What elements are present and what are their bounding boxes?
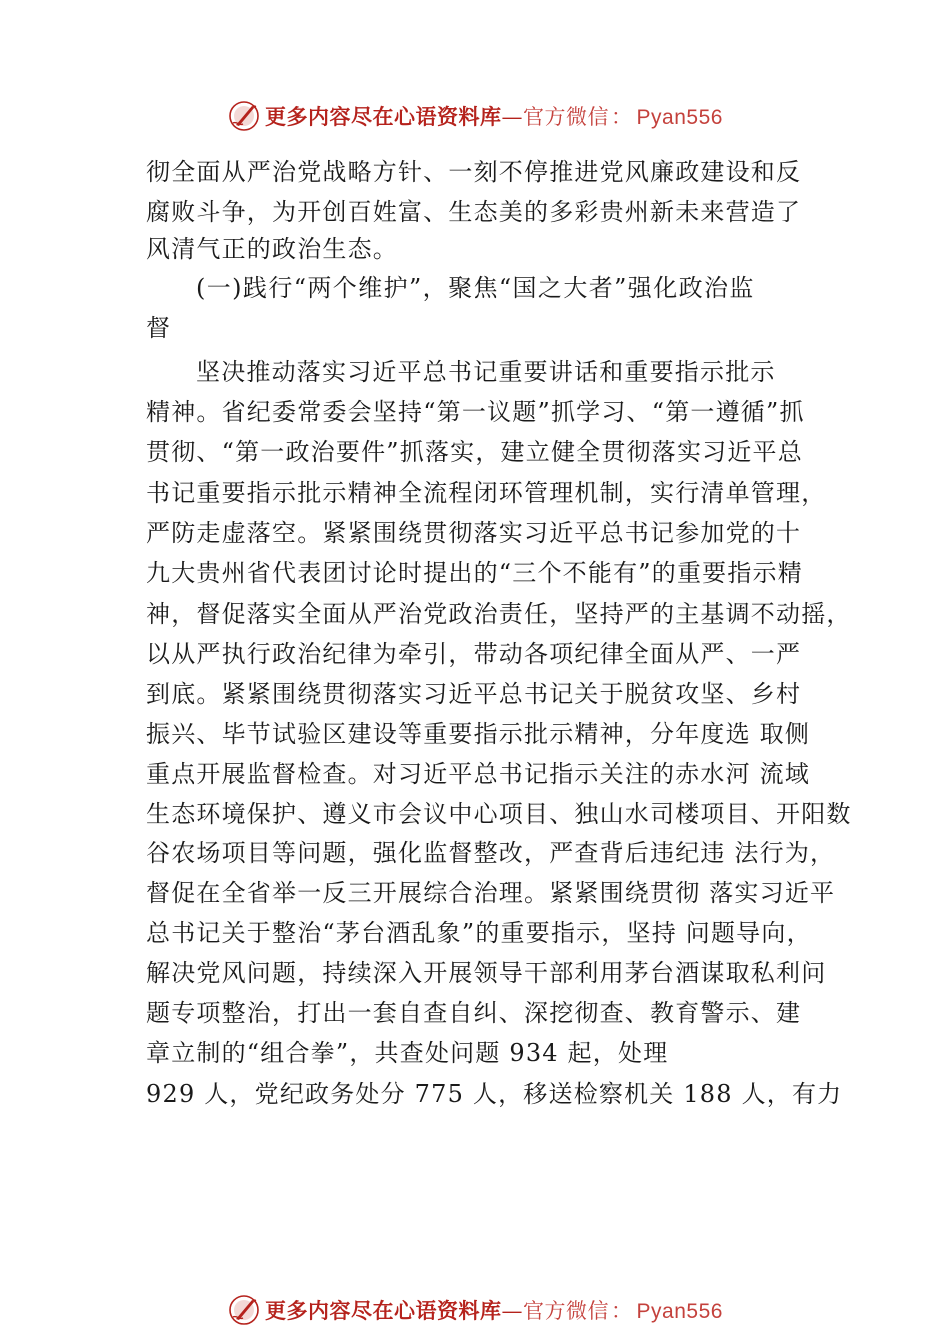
body-line: 神，督促落实全面从严治党政治责任，坚持严的主基调不动摇， bbox=[146, 600, 852, 628]
watermark-wechat-label: 官方微信 bbox=[523, 105, 610, 129]
body-line: 彻全面从严治党战略方针、一刻不停推进党风廉政建设和反 bbox=[146, 158, 802, 186]
body-line: 解决党风问题，持续深入开展领导干部利用茅台酒谋取私利问 bbox=[146, 959, 827, 987]
body-line: 929 人，党纪政务处分 775 人，移送检察机关 188 人，有力 bbox=[146, 1080, 843, 1108]
body-line: 九大贵州省代表团讨论时提出的“三个不能有”的重要指示精 bbox=[146, 559, 803, 587]
body-line: 严防走虚落空。紧紧围绕贯彻落实习近平总书记参加党的十 bbox=[146, 519, 802, 547]
watermark-handle: Pyan556 bbox=[636, 1300, 723, 1323]
body-line: 题专项整治，打出一套自查自纠、深挖彻查、教育警示、建 bbox=[146, 999, 802, 1027]
watermark-dash: — bbox=[501, 1299, 524, 1323]
body-line: 书记重要指示批示精神全流程闭环管理机制，实行清单管理， bbox=[146, 479, 827, 507]
paragraph-start: 坚决推动落实习近平总书记重要讲话和重要指示批示 bbox=[196, 358, 776, 386]
body-line: 风清气正的政治生态。 bbox=[146, 235, 398, 263]
footer-watermark bbox=[0, 1290, 950, 1330]
watermark-text bbox=[265, 101, 723, 131]
body-line: 腐败斗争，为开创百姓富、生态美的多彩贵州新未来营造了 bbox=[146, 198, 802, 226]
body-line: 谷农场项目等问题，强化监督整改，严查背后违纪违 法行为， bbox=[146, 839, 836, 867]
body-line: 振兴、毕节试验区建设等重要指示批示精神，分年度选 取侧 bbox=[146, 720, 811, 748]
watermark-colon: ： bbox=[611, 105, 633, 129]
body-line: 到底。紧紧围绕贯彻落实习近平总书记关于脱贫攻坚、乡村 bbox=[146, 680, 802, 708]
body-line: 总书记关于整治“茅台酒乱象”的重要指示，坚持 问题导向， bbox=[146, 919, 812, 947]
header-watermark bbox=[0, 96, 950, 136]
watermark-brand: 更多内容尽在心语资料库 bbox=[265, 1298, 502, 1323]
body-line: 以从严执行政治纪律为牵引，带动各项纪律全面从严、一严 bbox=[146, 640, 802, 668]
body-line: 贯彻、“第一政治要件”抓落实，建立健全贯彻落实习近平总 bbox=[146, 438, 803, 466]
watermark-brand: 更多内容尽在心语资料库 bbox=[265, 104, 502, 129]
body-line: 生态环境保护、遵义市会议中心项目、独山水司楼项目、开阳数 bbox=[146, 800, 852, 828]
watermark-wechat-label: 官方微信 bbox=[523, 1299, 610, 1323]
watermark-dash: — bbox=[501, 105, 524, 129]
body-line: 督促在全省举一反三开展综合治理。紧紧围绕贯彻 落实习近平 bbox=[146, 879, 836, 907]
body-line: 重点开展监督检查。对习近平总书记指示关注的赤水河 流域 bbox=[146, 760, 811, 788]
body-line: 章立制的“组合拳”，共查处问题 934 起，处理 bbox=[146, 1039, 669, 1067]
watermark-text bbox=[265, 1295, 723, 1325]
section-heading: (一)践行“两个维护”，聚焦“国之大者”强化政治监 bbox=[196, 274, 755, 302]
body-line: 精神。省纪委常委会坚持“第一议题”抓学习、“第一遵循”抓 bbox=[146, 398, 805, 426]
quill-pen-logo-icon bbox=[227, 1293, 261, 1327]
section-heading-continued: 督 bbox=[146, 314, 172, 342]
watermark-handle: Pyan556 bbox=[636, 106, 723, 129]
quill-pen-logo-icon bbox=[227, 99, 261, 133]
watermark-colon: ： bbox=[611, 1299, 633, 1323]
